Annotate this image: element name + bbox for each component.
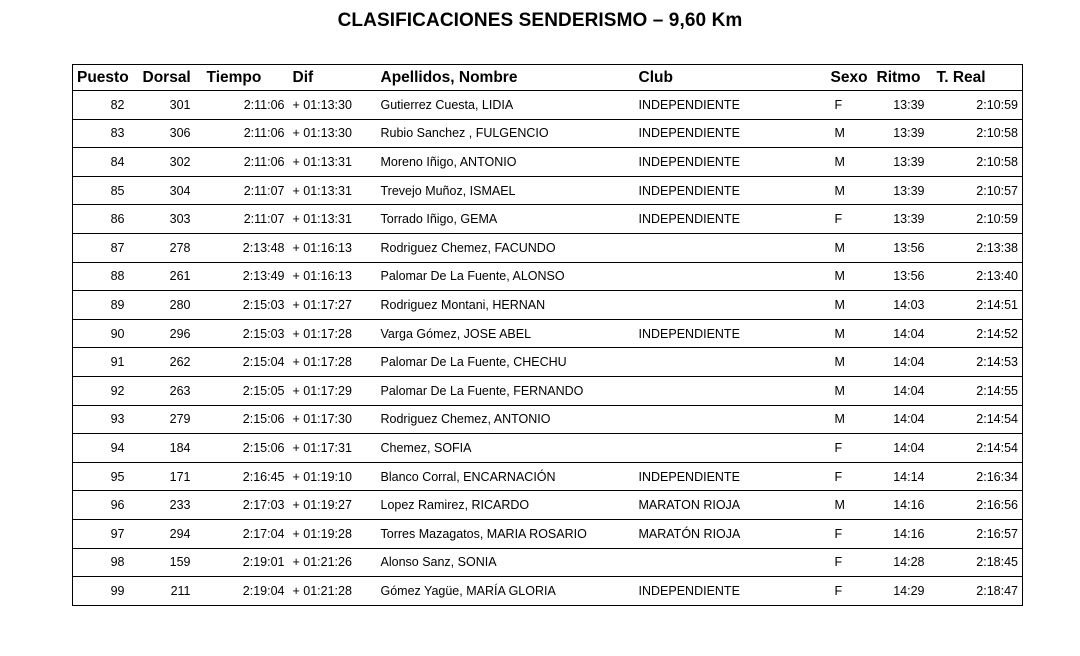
cell-dorsal: 211 (139, 577, 203, 606)
cell-club (635, 348, 827, 377)
cell-sexo: M (827, 405, 873, 434)
table-row (73, 434, 1023, 463)
cell-club: INDEPENDIENTE (635, 91, 827, 120)
cell-club: INDEPENDIENTE (635, 319, 827, 348)
column-header-ritmo: Ritmo (873, 65, 933, 91)
cell-dif: + 01:17:28 (289, 319, 377, 348)
cell-tiempo: 2:13:48 (203, 233, 289, 262)
cell-treal: 2:14:53 (933, 348, 1023, 377)
cell-sexo: F (827, 519, 873, 548)
cell-puesto: 89 (73, 291, 139, 320)
cell-treal: 2:10:57 (933, 176, 1023, 205)
cell-dorsal: 304 (139, 176, 203, 205)
cell-dorsal: 159 (139, 548, 203, 577)
table-row (73, 491, 1023, 520)
cell-tiempo: 2:11:06 (203, 119, 289, 148)
cell-nombre: Rodriguez Montani, HERNAN (377, 291, 635, 320)
table-row (73, 176, 1023, 205)
table-row (73, 262, 1023, 291)
cell-sexo: M (827, 176, 873, 205)
cell-sexo: F (827, 577, 873, 606)
cell-dif: + 01:13:30 (289, 119, 377, 148)
column-header-puesto: Puesto (73, 65, 139, 91)
cell-puesto: 96 (73, 491, 139, 520)
cell-club: INDEPENDIENTE (635, 205, 827, 234)
cell-tiempo: 2:16:45 (203, 462, 289, 491)
cell-nombre: Alonso Sanz, SONIA (377, 548, 635, 577)
cell-sexo: M (827, 262, 873, 291)
cell-dif: + 01:19:28 (289, 519, 377, 548)
cell-club (635, 233, 827, 262)
cell-club: MARATÓN RIOJA (635, 519, 827, 548)
cell-nombre: Palomar De La Fuente, ALONSO (377, 262, 635, 291)
cell-treal: 2:10:58 (933, 119, 1023, 148)
cell-treal: 2:18:45 (933, 548, 1023, 577)
cell-dorsal: 280 (139, 291, 203, 320)
cell-club (635, 548, 827, 577)
cell-dif: + 01:13:31 (289, 205, 377, 234)
cell-nombre: Torres Mazagatos, MARIA ROSARIO (377, 519, 635, 548)
cell-ritmo: 13:56 (873, 233, 933, 262)
cell-treal: 2:14:52 (933, 319, 1023, 348)
column-header-treal: T. Real (933, 65, 1023, 91)
cell-nombre: Trevejo Muñoz, ISMAEL (377, 176, 635, 205)
cell-sexo: M (827, 491, 873, 520)
cell-sexo: M (827, 319, 873, 348)
cell-puesto: 86 (73, 205, 139, 234)
cell-puesto: 85 (73, 176, 139, 205)
cell-tiempo: 2:15:06 (203, 434, 289, 463)
cell-tiempo: 2:15:03 (203, 319, 289, 348)
table-row (73, 348, 1023, 377)
cell-club: INDEPENDIENTE (635, 176, 827, 205)
cell-puesto: 90 (73, 319, 139, 348)
cell-dif: + 01:21:28 (289, 577, 377, 606)
table-row (73, 548, 1023, 577)
cell-dif: + 01:13:31 (289, 176, 377, 205)
cell-dorsal: 279 (139, 405, 203, 434)
cell-ritmo: 14:04 (873, 319, 933, 348)
cell-dif: + 01:13:31 (289, 148, 377, 177)
cell-dif: + 01:17:30 (289, 405, 377, 434)
table-row (73, 119, 1023, 148)
cell-puesto: 87 (73, 233, 139, 262)
cell-nombre: Torrado Iñigo, GEMA (377, 205, 635, 234)
cell-dorsal: 278 (139, 233, 203, 262)
cell-dif: + 01:16:13 (289, 233, 377, 262)
cell-nombre: Rubio Sanchez , FULGENCIO (377, 119, 635, 148)
cell-treal: 2:16:56 (933, 491, 1023, 520)
cell-puesto: 93 (73, 405, 139, 434)
cell-dorsal: 306 (139, 119, 203, 148)
cell-nombre: Gutierrez Cuesta, LIDIA (377, 91, 635, 120)
cell-ritmo: 13:39 (873, 148, 933, 177)
cell-dif: + 01:19:27 (289, 491, 377, 520)
cell-tiempo: 2:13:49 (203, 262, 289, 291)
cell-treal: 2:10:59 (933, 205, 1023, 234)
column-header-tiempo: Tiempo (203, 65, 289, 91)
cell-sexo: F (827, 434, 873, 463)
cell-treal: 2:16:34 (933, 462, 1023, 491)
cell-puesto: 95 (73, 462, 139, 491)
cell-dorsal: 261 (139, 262, 203, 291)
cell-dorsal: 233 (139, 491, 203, 520)
column-header-sexo: Sexo (827, 65, 873, 91)
cell-dif: + 01:17:31 (289, 434, 377, 463)
cell-dif: + 01:17:29 (289, 376, 377, 405)
cell-treal: 2:14:54 (933, 434, 1023, 463)
cell-treal: 2:14:51 (933, 291, 1023, 320)
cell-treal: 2:10:58 (933, 148, 1023, 177)
cell-puesto: 91 (73, 348, 139, 377)
cell-tiempo: 2:11:06 (203, 91, 289, 120)
cell-nombre: Gómez Yagüe, MARÍA GLORIA (377, 577, 635, 606)
table-row (73, 291, 1023, 320)
cell-treal: 2:13:38 (933, 233, 1023, 262)
cell-ritmo: 14:04 (873, 376, 933, 405)
cell-dorsal: 303 (139, 205, 203, 234)
cell-club (635, 434, 827, 463)
cell-sexo: F (827, 91, 873, 120)
table-row (73, 405, 1023, 434)
cell-club (635, 376, 827, 405)
cell-dorsal: 262 (139, 348, 203, 377)
cell-sexo: F (827, 548, 873, 577)
cell-club: INDEPENDIENTE (635, 148, 827, 177)
cell-sexo: F (827, 462, 873, 491)
cell-puesto: 82 (73, 91, 139, 120)
table-row (73, 462, 1023, 491)
cell-ritmo: 14:04 (873, 405, 933, 434)
cell-dif: + 01:13:30 (289, 91, 377, 120)
cell-nombre: Chemez, SOFIA (377, 434, 635, 463)
page-title: CLASIFICACIONES SENDERISMO – 9,60 Km (337, 10, 743, 31)
cell-puesto: 98 (73, 548, 139, 577)
cell-tiempo: 2:19:04 (203, 577, 289, 606)
cell-tiempo: 2:15:04 (203, 348, 289, 377)
cell-puesto: 97 (73, 519, 139, 548)
cell-sexo: F (827, 205, 873, 234)
table-row (73, 91, 1023, 120)
cell-treal: 2:18:47 (933, 577, 1023, 606)
cell-club: INDEPENDIENTE (635, 462, 827, 491)
cell-puesto: 94 (73, 434, 139, 463)
table-row (73, 233, 1023, 262)
cell-tiempo: 2:17:03 (203, 491, 289, 520)
cell-nombre: Palomar De La Fuente, FERNANDO (377, 376, 635, 405)
cell-dif: + 01:19:10 (289, 462, 377, 491)
column-header-nombre: Apellidos, Nombre (377, 65, 635, 91)
cell-treal: 2:13:40 (933, 262, 1023, 291)
table-row (73, 577, 1023, 606)
cell-ritmo: 14:04 (873, 348, 933, 377)
table-row (73, 519, 1023, 548)
cell-puesto: 88 (73, 262, 139, 291)
cell-sexo: M (827, 376, 873, 405)
cell-nombre: Moreno Iñigo, ANTONIO (377, 148, 635, 177)
cell-nombre: Palomar De La Fuente, CHECHU (377, 348, 635, 377)
cell-puesto: 99 (73, 577, 139, 606)
cell-sexo: M (827, 148, 873, 177)
cell-tiempo: 2:19:01 (203, 548, 289, 577)
cell-ritmo: 13:39 (873, 176, 933, 205)
table-row (73, 148, 1023, 177)
cell-dorsal: 171 (139, 462, 203, 491)
cell-dorsal: 184 (139, 434, 203, 463)
results-table (72, 64, 1023, 606)
table-header-row (73, 65, 1023, 91)
cell-dorsal: 263 (139, 376, 203, 405)
table-row (73, 376, 1023, 405)
cell-ritmo: 13:39 (873, 205, 933, 234)
cell-nombre: Lopez Ramirez, RICARDO (377, 491, 635, 520)
cell-club: INDEPENDIENTE (635, 119, 827, 148)
cell-club (635, 262, 827, 291)
cell-dorsal: 301 (139, 91, 203, 120)
cell-club: INDEPENDIENTE (635, 577, 827, 606)
cell-ritmo: 14:03 (873, 291, 933, 320)
cell-club: MARATON RIOJA (635, 491, 827, 520)
cell-treal: 2:14:55 (933, 376, 1023, 405)
table-row (73, 205, 1023, 234)
cell-treal: 2:10:59 (933, 91, 1023, 120)
cell-tiempo: 2:15:03 (203, 291, 289, 320)
cell-ritmo: 14:28 (873, 548, 933, 577)
cell-nombre: Rodriguez Chemez, FACUNDO (377, 233, 635, 262)
cell-tiempo: 2:11:07 (203, 205, 289, 234)
cell-ritmo: 14:14 (873, 462, 933, 491)
cell-tiempo: 2:11:06 (203, 148, 289, 177)
cell-treal: 2:14:54 (933, 405, 1023, 434)
cell-nombre: Blanco Corral, ENCARNACIÓN (377, 462, 635, 491)
table-row (73, 319, 1023, 348)
results-body (73, 91, 1023, 606)
cell-puesto: 92 (73, 376, 139, 405)
cell-ritmo: 14:29 (873, 577, 933, 606)
cell-ritmo: 13:56 (873, 262, 933, 291)
cell-dif: + 01:17:28 (289, 348, 377, 377)
cell-sexo: M (827, 291, 873, 320)
cell-dorsal: 294 (139, 519, 203, 548)
column-header-dorsal: Dorsal (139, 65, 203, 91)
cell-puesto: 84 (73, 148, 139, 177)
cell-treal: 2:16:57 (933, 519, 1023, 548)
cell-ritmo: 14:16 (873, 519, 933, 548)
cell-ritmo: 13:39 (873, 119, 933, 148)
cell-dif: + 01:16:13 (289, 262, 377, 291)
cell-ritmo: 14:16 (873, 491, 933, 520)
cell-dorsal: 302 (139, 148, 203, 177)
cell-nombre: Rodriguez Chemez, ANTONIO (377, 405, 635, 434)
cell-ritmo: 13:39 (873, 91, 933, 120)
cell-tiempo: 2:11:07 (203, 176, 289, 205)
cell-ritmo: 14:04 (873, 434, 933, 463)
column-header-dif: Dif (289, 65, 377, 91)
cell-nombre: Varga Gómez, JOSE ABEL (377, 319, 635, 348)
column-header-club: Club (635, 65, 827, 91)
cell-dif: + 01:21:26 (289, 548, 377, 577)
cell-sexo: M (827, 233, 873, 262)
cell-sexo: M (827, 348, 873, 377)
cell-club (635, 291, 827, 320)
cell-tiempo: 2:17:04 (203, 519, 289, 548)
cell-tiempo: 2:15:06 (203, 405, 289, 434)
cell-tiempo: 2:15:05 (203, 376, 289, 405)
cell-club (635, 405, 827, 434)
cell-puesto: 83 (73, 119, 139, 148)
cell-dorsal: 296 (139, 319, 203, 348)
cell-dif: + 01:17:27 (289, 291, 377, 320)
cell-sexo: M (827, 119, 873, 148)
